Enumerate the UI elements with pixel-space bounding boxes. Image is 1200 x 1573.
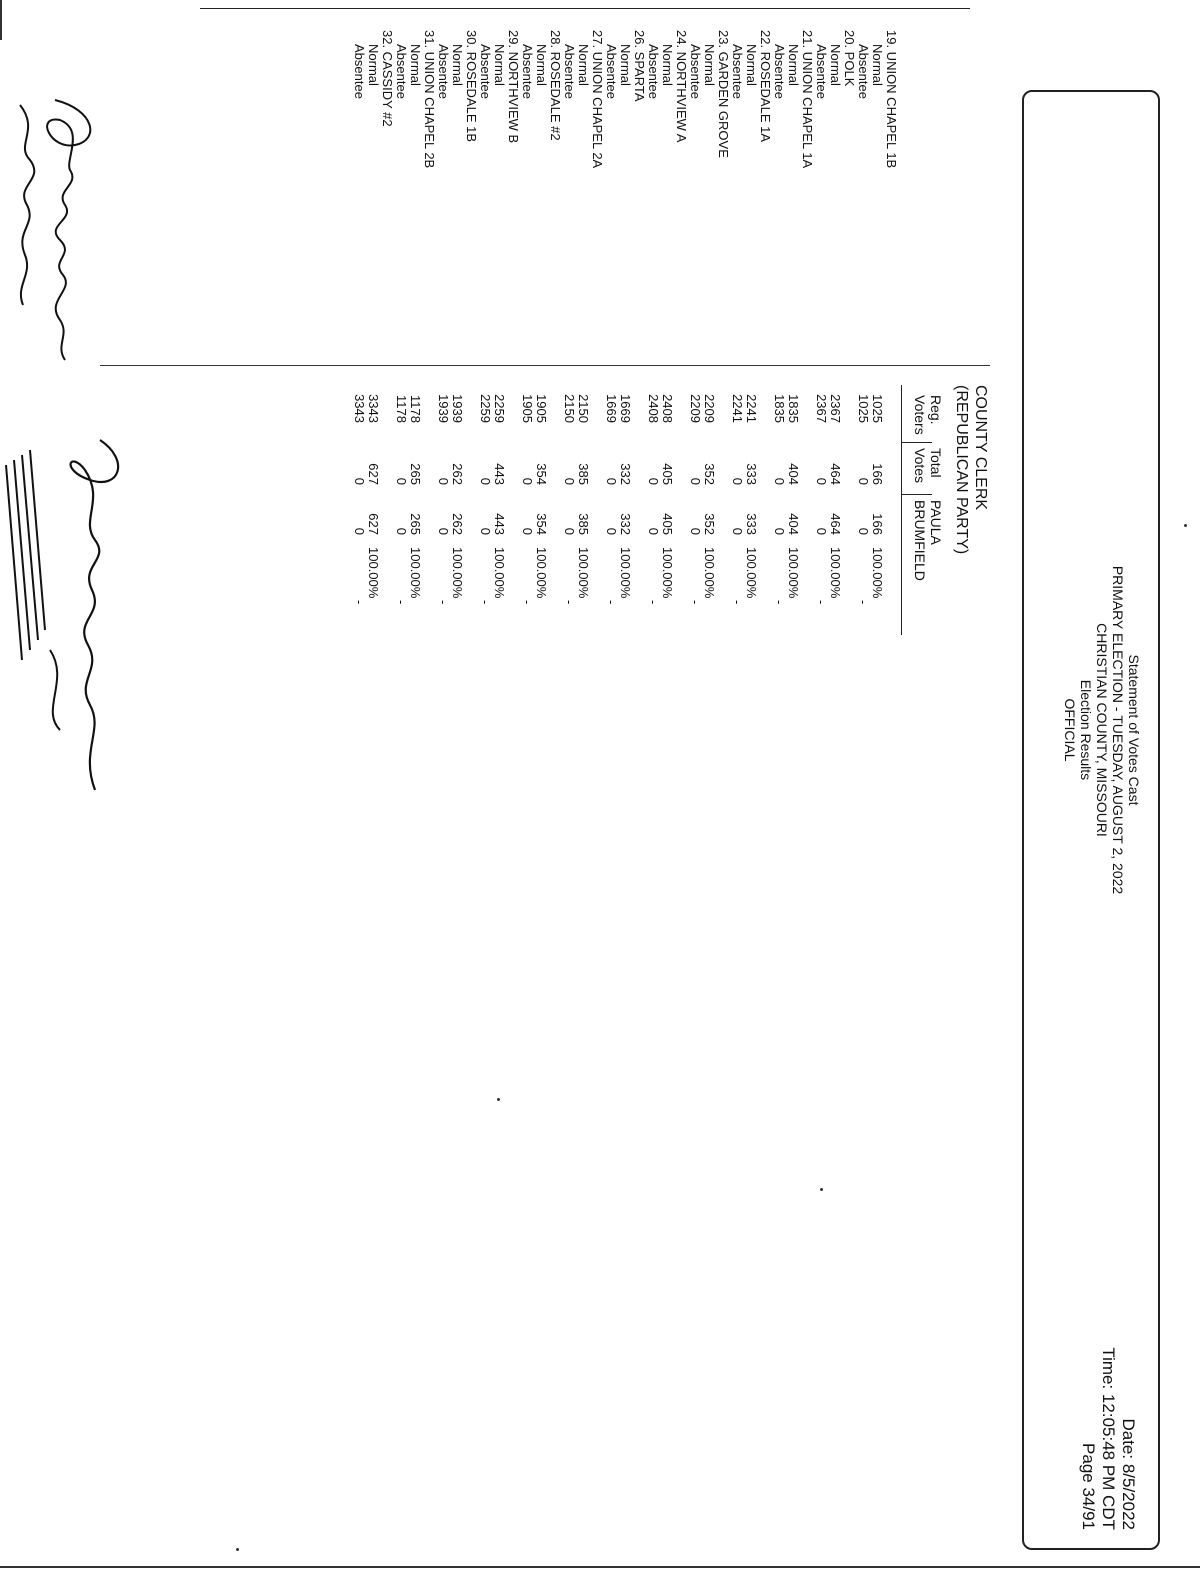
vote-type: Normal <box>534 44 549 86</box>
signature-one <box>5 90 115 390</box>
candidate-percent-cell: 100.00% <box>408 547 423 599</box>
vote-type: Normal <box>828 44 843 86</box>
vote-type: Absentee <box>352 44 367 99</box>
col-total-votes-line2: Votes <box>912 448 928 484</box>
precinct-row <box>464 0 478 700</box>
table-row <box>562 0 576 700</box>
reg-voters-cell: 1905 <box>534 394 549 423</box>
candidate-percent-cell: - <box>394 600 409 605</box>
total-votes-cell: 443 <box>492 463 507 485</box>
candidate-votes-cell: 0 <box>562 527 577 535</box>
report-subtitle: Election Results <box>1078 679 1094 781</box>
col-candidate-line1: PAULA <box>928 500 944 545</box>
table-row <box>744 0 758 700</box>
reg-voters-cell: 1939 <box>436 394 451 423</box>
candidate-votes-cell: 0 <box>814 527 829 535</box>
candidate-percent-cell: 100.00% <box>744 547 759 599</box>
candidate-votes-cell: 0 <box>394 527 409 535</box>
precinct-name: 29. NORTHVIEW B <box>506 30 521 144</box>
vote-type: Normal <box>786 44 801 86</box>
candidate-percent-cell: 100.00% <box>576 547 591 599</box>
total-votes-cell: 0 <box>394 477 409 485</box>
vote-type: Absentee <box>730 44 745 99</box>
candidate-votes-cell: 0 <box>730 527 745 535</box>
table-row <box>786 0 800 700</box>
election-name: PRIMARY ELECTION - TUESDAY, AUGUST 2, 2022 <box>1110 565 1126 895</box>
table-row <box>730 0 744 700</box>
vote-type: Absentee <box>688 44 703 99</box>
total-votes-cell: 0 <box>352 477 367 485</box>
candidate-votes-cell: 0 <box>520 527 535 535</box>
table-row <box>646 0 660 700</box>
vote-type: Normal <box>870 44 885 86</box>
candidate-votes-cell: 333 <box>744 513 759 535</box>
total-votes-cell: 0 <box>856 477 871 485</box>
vote-type: Normal <box>408 44 423 86</box>
table-row <box>828 0 842 700</box>
vote-type: Absentee <box>814 44 829 99</box>
candidate-votes-cell: 262 <box>450 513 465 535</box>
candidate-votes-cell: 0 <box>646 527 661 535</box>
precinct-name: 32. CASSIDY #2 <box>380 30 395 127</box>
candidate-votes-cell: 0 <box>772 527 787 535</box>
total-votes-cell: 0 <box>688 477 703 485</box>
reg-voters-cell: 2241 <box>744 394 759 423</box>
table-row <box>604 0 618 700</box>
total-votes-cell: 333 <box>744 463 759 485</box>
column-separator <box>902 442 932 443</box>
reg-voters-cell: 1669 <box>604 394 619 423</box>
candidate-votes-cell: 627 <box>366 513 381 535</box>
total-votes-cell: 262 <box>450 463 465 485</box>
table-row <box>352 0 366 700</box>
vote-type: Normal <box>618 44 633 86</box>
precinct-name: 22. ROSEDALE 1A <box>758 30 773 142</box>
reg-voters-cell: 2408 <box>660 394 675 423</box>
header-rule <box>901 385 902 635</box>
page-number: Page 34/91 <box>1079 1443 1098 1530</box>
vote-type: Normal <box>492 44 507 86</box>
candidate-votes-cell: 265 <box>408 513 423 535</box>
reg-voters-cell: 3343 <box>352 394 367 423</box>
candidate-percent-cell: - <box>520 600 535 605</box>
precinct-row <box>506 0 520 700</box>
candidate-percent-cell: 100.00% <box>450 547 465 599</box>
candidate-votes-cell: 443 <box>492 513 507 535</box>
reg-voters-cell: 1025 <box>870 394 885 423</box>
col-total-votes-line1: Total <box>928 448 944 478</box>
precinct-name: 19. UNION CHAPEL 1B <box>884 30 899 169</box>
candidate-percent-cell: 100.00% <box>786 547 801 599</box>
candidate-percent-cell: - <box>730 600 745 605</box>
candidate-percent-cell: 100.00% <box>618 547 633 599</box>
candidate-votes-cell: 464 <box>828 513 843 535</box>
candidate-votes-cell: 0 <box>436 527 451 535</box>
reg-voters-cell: 1939 <box>450 394 465 423</box>
table-row <box>856 0 870 700</box>
table-row <box>436 0 450 700</box>
vote-type: Absentee <box>394 44 409 99</box>
table-row <box>618 0 632 700</box>
total-votes-cell: 354 <box>534 463 549 485</box>
vote-type: Normal <box>744 44 759 86</box>
total-votes-cell: 404 <box>786 463 801 485</box>
reg-voters-cell: 2367 <box>814 394 829 423</box>
vote-type: Normal <box>450 44 465 86</box>
candidate-votes-cell: 404 <box>786 513 801 535</box>
candidate-percent-cell: - <box>478 600 493 605</box>
candidate-votes-cell: 0 <box>688 527 703 535</box>
candidate-percent-cell: - <box>352 600 367 605</box>
table-row <box>688 0 702 700</box>
precinct-name: 23. GARDEN GROVE <box>716 30 731 158</box>
total-votes-cell: 0 <box>772 477 787 485</box>
total-votes-cell: 405 <box>660 463 675 485</box>
table-row <box>772 0 786 700</box>
report-title: Statement of Votes Cast <box>1126 654 1142 806</box>
precinct-name: 26. SPARTA <box>632 30 647 102</box>
total-votes-cell: 166 <box>870 463 885 485</box>
col-reg-voters <box>912 395 944 435</box>
table-row <box>492 0 506 700</box>
table-row <box>660 0 674 700</box>
total-votes-cell: 0 <box>814 477 829 485</box>
table-row <box>394 0 408 700</box>
reg-voters-cell: 2209 <box>702 394 717 423</box>
column-separator <box>902 494 932 495</box>
precinct-row <box>758 0 772 700</box>
vote-type: Absentee <box>562 44 577 99</box>
total-votes-cell: 464 <box>828 463 843 485</box>
candidate-percent-cell: - <box>814 600 829 605</box>
candidate-percent-cell: - <box>856 600 871 605</box>
col-total-votes <box>912 448 944 483</box>
table-row <box>408 0 422 700</box>
col-reg-voters-line1: Reg. <box>928 395 944 425</box>
total-votes-cell: 0 <box>604 477 619 485</box>
table-row <box>366 0 380 700</box>
reg-voters-cell: 1835 <box>772 394 787 423</box>
reg-voters-cell: 2408 <box>646 394 661 423</box>
precinct-row <box>800 0 814 700</box>
vote-type: Absentee <box>772 44 787 99</box>
candidate-votes-cell: 0 <box>352 527 367 535</box>
table-row <box>534 0 548 700</box>
precinct-row <box>884 0 898 700</box>
race-heading <box>952 385 990 554</box>
candidate-votes-cell: 332 <box>618 513 633 535</box>
total-votes-cell: 0 <box>436 477 451 485</box>
table-row <box>478 0 492 700</box>
vote-type: Absentee <box>646 44 661 99</box>
precinct-row <box>422 0 436 700</box>
total-votes-cell: 0 <box>478 477 493 485</box>
candidate-percent-cell: 100.00% <box>366 547 381 599</box>
total-votes-cell: 0 <box>646 477 661 485</box>
candidate-votes-cell: 405 <box>660 513 675 535</box>
report-meta <box>1078 1260 1138 1530</box>
reg-voters-cell: 1178 <box>394 395 409 423</box>
total-votes-cell: 0 <box>562 477 577 485</box>
precinct-name: 20. POLK <box>842 30 857 87</box>
reg-voters-cell: 2259 <box>478 394 493 423</box>
reg-voters-cell: 2209 <box>688 394 703 423</box>
reg-voters-cell: 2259 <box>492 394 507 423</box>
table-row <box>520 0 534 700</box>
vote-type: Normal <box>702 44 717 86</box>
reg-voters-cell: 3343 <box>366 394 381 423</box>
precinct-row <box>632 0 646 700</box>
candidate-votes-cell: 0 <box>604 527 619 535</box>
table-row <box>814 0 828 700</box>
reg-voters-cell: 1025 <box>856 394 871 423</box>
report-header <box>1062 480 1142 980</box>
precinct-name: 27. UNION CHAPEL 2A <box>590 30 605 169</box>
precinct-row <box>590 0 604 700</box>
precinct-name: 21. UNION CHAPEL 1A <box>800 30 815 169</box>
table-row <box>576 0 590 700</box>
precinct-row <box>716 0 730 700</box>
precinct-name: 24. NORTHVIEW A <box>674 30 689 143</box>
vote-type: Absentee <box>436 44 451 99</box>
race-party: (REPUBLICAN PARTY) <box>953 385 970 555</box>
vote-type: Absentee <box>478 44 493 99</box>
table-row <box>450 0 464 700</box>
reg-voters-cell: 2150 <box>562 394 577 423</box>
col-candidate-line2: BRUMFIELD <box>912 500 928 581</box>
county-name: CHRISTIAN COUNTY, MISSOURI <box>1094 623 1110 837</box>
candidate-votes-cell: 354 <box>534 513 549 535</box>
table-row <box>870 0 884 700</box>
total-votes-cell: 332 <box>618 463 633 485</box>
candidate-percent-cell: - <box>772 600 787 605</box>
precinct-name: 30. ROSEDALE 1B <box>464 30 479 142</box>
candidate-percent-cell: 100.00% <box>660 547 675 599</box>
reg-voters-cell: 1669 <box>618 394 633 423</box>
report-date: Date: 8/5/2022 <box>1119 1418 1138 1530</box>
report-status: OFFICIAL <box>1062 698 1078 762</box>
candidate-percent-cell: - <box>604 600 619 605</box>
candidate-votes-cell: 166 <box>870 513 885 535</box>
precinct-row <box>842 0 856 700</box>
total-votes-cell: 385 <box>576 463 591 485</box>
reg-voters-cell: 1905 <box>520 394 535 423</box>
vote-type: Normal <box>576 44 591 86</box>
vote-type: Absentee <box>520 44 535 99</box>
total-votes-cell: 352 <box>702 463 717 485</box>
candidate-percent-cell: 100.00% <box>828 547 843 599</box>
candidate-votes-cell: 352 <box>702 513 717 535</box>
precinct-name: 31. UNION CHAPEL 2B <box>422 30 437 169</box>
candidate-percent-cell: 100.00% <box>702 547 717 599</box>
reg-voters-cell: 1178 <box>408 395 423 423</box>
total-votes-cell: 265 <box>408 463 423 485</box>
reg-voters-cell: 1835 <box>786 394 801 423</box>
race-office: COUNTY CLERK <box>972 385 989 511</box>
candidate-percent-cell: 100.00% <box>534 547 549 599</box>
candidate-percent-cell: - <box>646 600 661 605</box>
vote-type: Normal <box>660 44 675 86</box>
candidate-votes-cell: 385 <box>576 513 591 535</box>
candidate-percent-cell: 100.00% <box>870 547 885 599</box>
candidate-percent-cell: - <box>688 600 703 605</box>
reg-voters-cell: 2367 <box>828 394 843 423</box>
total-votes-cell: 0 <box>520 477 535 485</box>
table-row <box>702 0 716 700</box>
reg-voters-cell: 2241 <box>730 394 745 423</box>
col-reg-voters-line2: Voters <box>912 395 928 435</box>
candidate-percent-cell: - <box>562 600 577 605</box>
report-time: Time: 12:05:48 PM CDT <box>1099 1347 1118 1530</box>
vote-type: Absentee <box>856 44 871 99</box>
precinct-row <box>674 0 688 700</box>
signature-two <box>0 430 140 810</box>
candidate-percent-cell: - <box>436 600 451 605</box>
vote-type: Absentee <box>604 44 619 99</box>
total-votes-cell: 627 <box>366 463 381 485</box>
vote-type: Normal <box>366 44 381 86</box>
candidate-votes-cell: 0 <box>478 527 493 535</box>
candidate-votes-cell: 0 <box>856 527 871 535</box>
precinct-name: 28. ROSEDALE #2 <box>548 30 563 141</box>
reg-voters-cell: 2150 <box>576 394 591 423</box>
precinct-row <box>548 0 562 700</box>
candidate-percent-cell: 100.00% <box>492 547 507 599</box>
col-candidate <box>912 500 944 581</box>
total-votes-cell: 0 <box>730 477 745 485</box>
precinct-row <box>380 0 394 700</box>
